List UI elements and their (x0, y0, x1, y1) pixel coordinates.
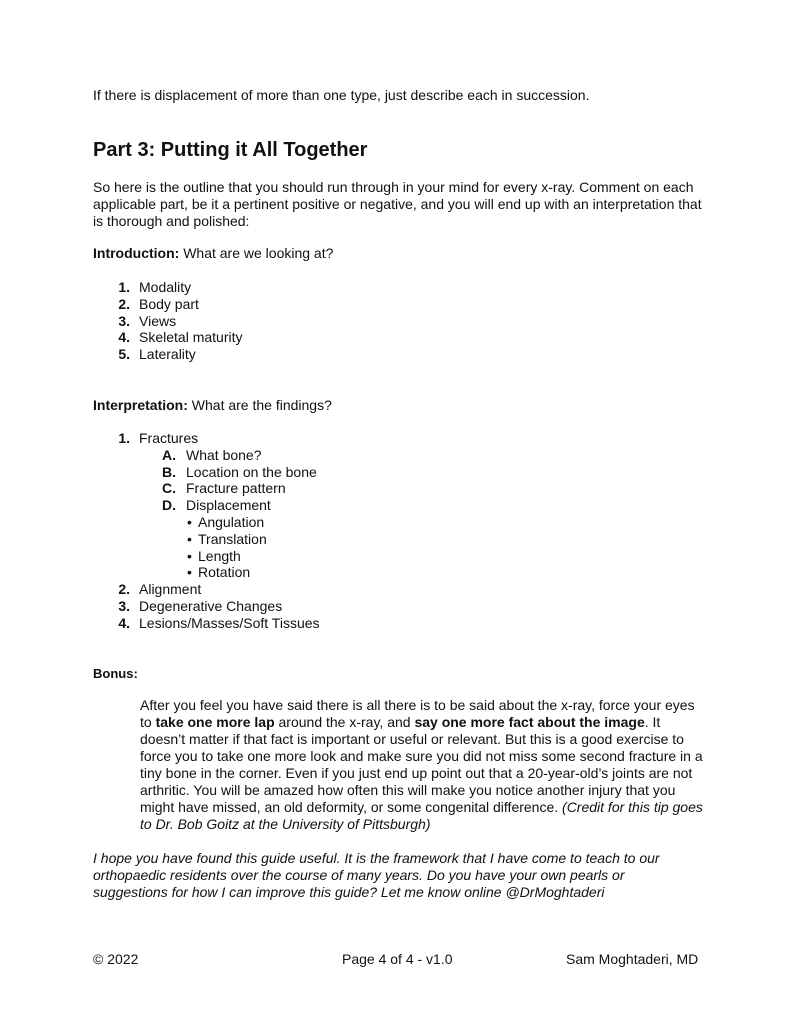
introduction-label: Introduction: (93, 245, 180, 261)
footer-author: Sam Moghtaderi, MD (566, 951, 699, 967)
interpretation-heading (93, 397, 332, 414)
interpretation-label: Interpretation: (93, 397, 188, 413)
bonus-paragraph: After you feel you have said there is all there is to be said about the x-ray, force your eyes to take one more lap around the x-ray, and say one more fact about the image. It doesn’t matter if that fact is important or useful or relevant. But this is a good exercise to force you to take one more look and make sure you did not miss some second fracture in a tiny bone in the corner. Even if you just end up point out that a 20-year-old’s joints are not arthritic. You will be amazed how often this will make you notice another injury that you might have missed, an old deformity, or some congenital difference. (Credit for this tip goes to Dr. Bob Goitz at the University of Pittsburgh) (140, 697, 703, 832)
bonus-credit: (Credit for this tip goes to Dr. Bob Goitz at the University of Pittsburgh) (140, 799, 703, 832)
section-title: Part 3: Putting it All Together (93, 139, 368, 161)
bonus-label: Bonus: (93, 666, 138, 681)
footer-copyright: © 2022 (93, 951, 139, 967)
footer-page-number: Page 4 of 4 - v1.0 (342, 951, 453, 967)
bullet-icon: • (187, 530, 192, 547)
bullet-icon: • (187, 547, 192, 564)
introduction-question: What are we looking at? (179, 245, 334, 261)
bullet-icon: • (187, 513, 192, 530)
intro-line: If there is displacement of more than one type, just describe each in succession. (93, 87, 590, 103)
bonus-emphasis-fact: say one more fact about the image (414, 714, 645, 730)
closing-paragraph: I hope you have found this guide useful. It is the framework that I have come to teach to our orthopaedic residents over the course of many years. Do you have your own pearls or suggestions for how I can improve this guide? Let me know online @DrMoghtaderi (93, 850, 660, 900)
bonus-emphasis-lap: take one more lap (155, 714, 275, 730)
introduction-heading (93, 245, 333, 262)
outline-paragraph: So here is the outline that you should run through in your mind for every x-ray. Comment on each applicable part, be it a pertinent positive or negative, and you will end up with an interpretation that is thorough and polished: (93, 179, 702, 229)
interpretation-question: What are the findings? (187, 397, 332, 413)
bullet-icon: • (187, 564, 192, 581)
